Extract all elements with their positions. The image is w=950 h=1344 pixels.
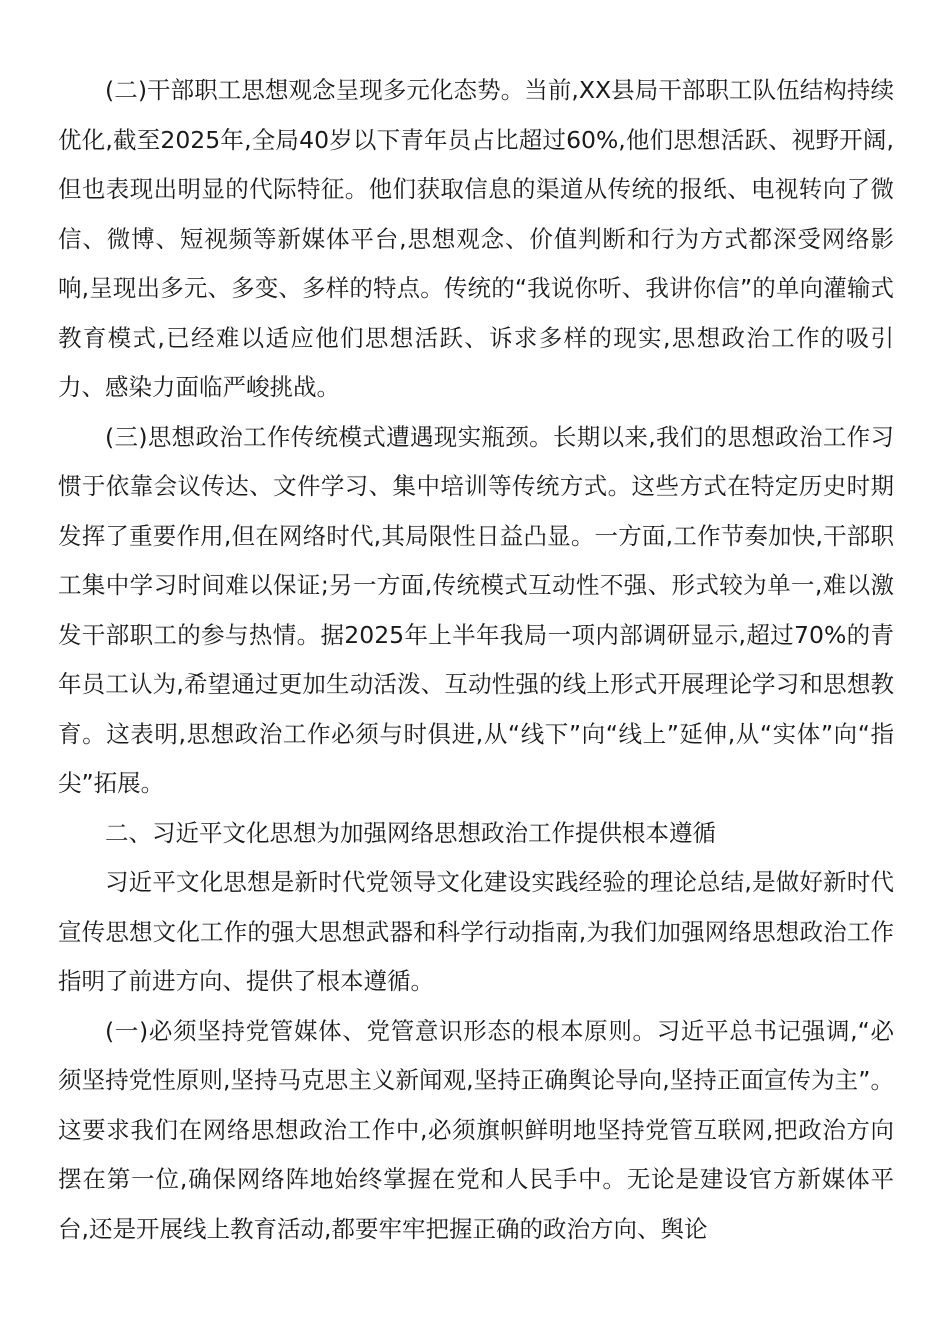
paragraph-cultural-thought-intro: 习近平文化思想是新时代党领导文化建设实践经验的理论总结,是做好新时代宣传思想文化工作的强大思想武器和科学行动指南,为我们加强网络思想政治工作指明了前进方向、提供了根本遵循。 [58,868,894,995]
section-heading-two: 二、习近平文化思想为加强网络思想政治工作提供根本遵循 [105,818,716,847]
paragraph-cadre-thinking-diversification: (二)干部职工思想观念呈现多元化态势。当前,XX县局干部职工队伍结构持续优化,截至2025年,全局40岁以下青年员占比超过60%,他们思想活跃、视野开阔,但也表现出明显的代际特征。他们获取信息的渠道从传统的报纸、电视转向了微信、微博、短视频等新媒体平台,思想观念、价值判断和行为方式都深受网络影响,呈现出多元、多变、多样的特点。传统的“我说你听、我讲你信”的单向灌输式教育模式,已经难以适应他们思想活跃、诉求多样的现实,思想政治工作的吸引力、感染力面临严峻挑战。 [58,76,894,401]
paragraph-traditional-model-bottleneck: (三)思想政治工作传统模式遭遇现实瓶颈。长期以来,我们的思想政治工作习惯于依靠会议传达、文件学习、集中培训等传统方式。这些方式在特定历史时期发挥了重要作用,但在网络时代,其局限性日益凸显。一方面,工作节奏加快,干部职工集中学习时间难以保证;另一方面,传统模式互动性不强、形式较为单一,难以激发干部职工的参与热情。据2025年上半年我局一项内部调研显示,超过70%的青年员工认为,希望通过更加生动活泼、互动性强的线上形式开展理论学习和思想教育。这表明,思想政治工作必须与时俱进,从“线下”向“线上”延伸,从“实体”向“指尖”拓展。 [58,422,894,797]
paragraph-party-media-principle: (一)必须坚持党管媒体、党管意识形态的根本原则。习近平总书记强调,“必须坚持党性原则,坚持马克思主义新闻观,坚持正确舆论导向,坚持正面宣传为主”。这要求我们在网络思想政治工作中,必须旗帜鲜明地坚持党管互联网,把政治方向摆在第一位,确保网络阵地始终掌握在党和人民手中。无论是建设官方新媒体平台,还是开展线上教育活动,都要牢牢把握正确的政治方向、舆论 [58,1016,894,1243]
document-body [58,66,894,1254]
